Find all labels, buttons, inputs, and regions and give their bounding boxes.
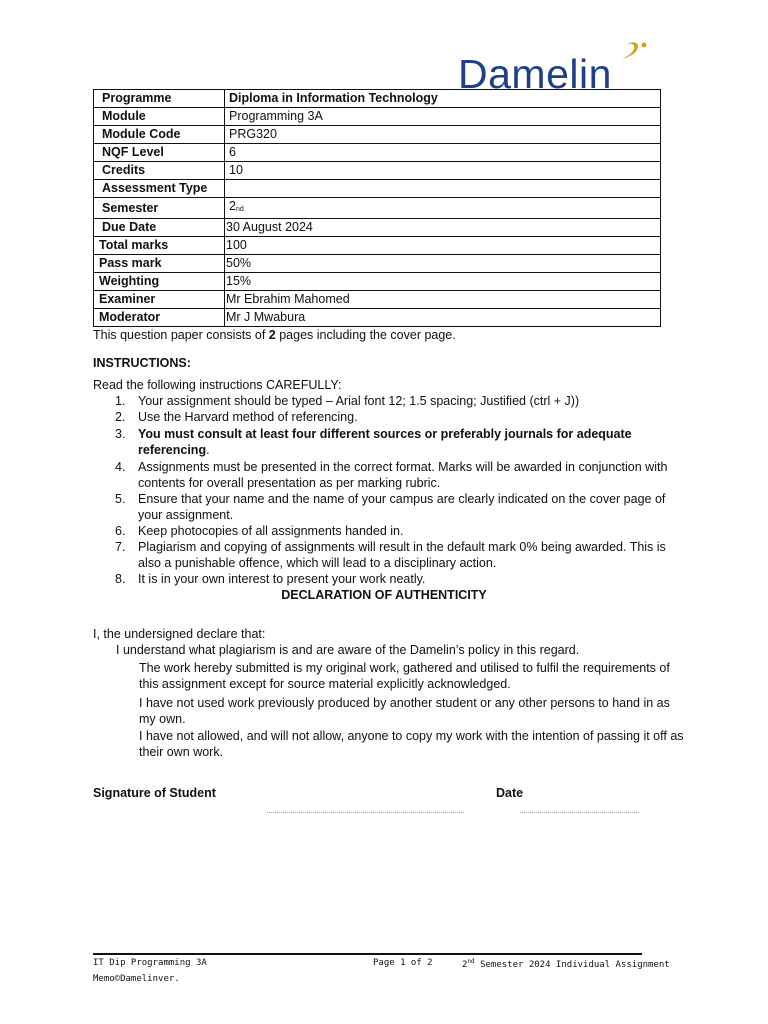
declaration-paragraph-1: The work hereby submitted is my original work, gathered and utilised to fulfil the requirements of this assignment except for source material explicitly acknowledged.	[139, 661, 670, 691]
table-row	[94, 219, 661, 237]
row-value-due-date: 30 August 2024	[225, 219, 661, 237]
signature-student-line: ………………………………………………………………………………………	[266, 808, 464, 815]
row-label-programme: Programme	[94, 90, 225, 108]
declaration-intro: I, the undersigned declare that:	[93, 627, 266, 641]
semester-number: 2	[229, 199, 236, 213]
row-label-moderator: Moderator	[94, 309, 225, 327]
row-label-semester: Semester	[94, 198, 225, 219]
row-value-moderator: Mr J Mwabura	[225, 309, 661, 327]
item-number: 3.	[115, 427, 126, 441]
row-value-programme: Diploma in Information Technology	[225, 90, 661, 108]
footer-semester-text: Semester 2024 Individual Assignment	[474, 960, 670, 970]
table-row	[94, 255, 661, 273]
list-item	[93, 539, 683, 571]
row-value-examiner: Mr Ebrahim Mahomed	[225, 291, 661, 309]
table-row	[94, 291, 661, 309]
instructions-list	[93, 393, 683, 587]
item-text: Your assignment should be typed – Arial font 12; 1.5 spacing; Justified (ctrl + J))	[138, 394, 580, 408]
item-number: 6.	[115, 524, 126, 538]
item-number: 2.	[115, 410, 126, 424]
row-value-module: Programming 3A	[225, 108, 661, 126]
table-row	[94, 126, 661, 144]
table-row	[94, 90, 661, 108]
footer-page-number: Page 1 of 2	[373, 958, 433, 968]
table-row	[94, 108, 661, 126]
item-number: 7.	[115, 540, 126, 554]
row-label-due-date: Due Date	[94, 219, 225, 237]
logo-wordmark: Damelin	[458, 51, 612, 97]
row-label-nqf-level: NQF Level	[94, 144, 225, 162]
row-value-pass-mark: 50%	[225, 255, 661, 273]
footer-semester-suffix: nd	[467, 958, 475, 965]
row-value-credits: 10	[225, 162, 661, 180]
table-row	[94, 309, 661, 327]
footer-memo: Memo©Damelinver.	[93, 974, 180, 984]
row-value-module-code: PRG320	[225, 126, 661, 144]
row-value-nqf-level: 6	[225, 144, 661, 162]
declaration-heading: DECLARATION OF AUTHENTICITY	[281, 588, 487, 602]
item-text: It is in your own interest to present your work neatly.	[138, 572, 426, 586]
table-row	[94, 237, 661, 255]
pages-note	[93, 327, 456, 343]
row-label-credits: Credits	[94, 162, 225, 180]
instructions-heading: INSTRUCTIONS:	[93, 356, 191, 370]
footer-semester-num: 2	[462, 960, 468, 970]
list-item	[93, 409, 683, 425]
signature-date-label: Date	[496, 786, 524, 800]
table-row	[94, 273, 661, 291]
item-text: Plagiarism and copying of assignments will result in the default mark 0% being awarded. This is also a punishable offence, which will lead to a disciplinary action.	[138, 540, 666, 570]
table-row	[94, 162, 661, 180]
row-label-examiner: Examiner	[94, 291, 225, 309]
row-label-total-marks: Total marks	[94, 237, 225, 255]
row-value-semester	[225, 198, 661, 219]
row-label-module: Module	[94, 108, 225, 126]
item-text: Assignments must be presented in the correct format. Marks will be awarded in conjunction with contents for overall presentation as per marking rubric.	[138, 460, 668, 490]
item-text: Keep photocopies of all assignments handed in.	[138, 524, 404, 538]
item-text: Ensure that your name and the name of your campus are clearly indicated on the cover page of your assignment.	[138, 492, 666, 522]
declaration-paragraph-2: I have not used work previously produced by another student or any other persons to hand in as my own.	[139, 696, 670, 726]
row-value-weighting: 15%	[225, 273, 661, 291]
item-number: 1.	[115, 394, 126, 408]
item-number: 8.	[115, 572, 126, 586]
list-item	[93, 571, 683, 587]
item-number: 4.	[115, 460, 126, 474]
footer-course: IT Dip Programming 3A	[93, 958, 207, 968]
list-item	[93, 491, 683, 523]
row-label-pass-mark: Pass mark	[94, 255, 225, 273]
row-label-assessment-type: Assessment Type	[94, 180, 225, 198]
swoosh-icon	[620, 40, 650, 60]
row-label-weighting: Weighting	[94, 273, 225, 291]
list-item	[93, 426, 683, 458]
pages-note-before: This question paper consists of	[93, 328, 269, 342]
item-text: Use the Harvard method of referencing.	[138, 410, 358, 424]
declaration-line-1: I understand what plagiarism is and are aware of the Damelin’s policy in this regard.	[116, 643, 580, 657]
item-suffix: .	[206, 443, 210, 457]
semester-suffix: nd	[235, 206, 244, 213]
list-item	[93, 393, 683, 409]
row-value-assessment-type	[225, 180, 661, 198]
list-item	[93, 523, 683, 539]
instructions-intro: Read the following instructions CAREFULLY:	[93, 378, 342, 392]
pages-note-count: 2	[268, 328, 276, 342]
signature-student-label: Signature of Student	[93, 786, 216, 800]
table-row	[94, 180, 661, 198]
damelin-logo	[458, 40, 680, 96]
declaration-paragraph-3: I have not allowed, and will not allow, anyone to copy my work with the intention of passing it off as their own work.	[139, 729, 684, 759]
item-text: You must consult at least four different sources or preferably journals for adequate referencing	[138, 427, 632, 457]
item-number: 5.	[115, 492, 126, 506]
footer-semester	[462, 958, 670, 970]
footer-divider	[93, 953, 642, 955]
cover-details-table	[93, 89, 661, 327]
row-label-module-code: Module Code	[94, 126, 225, 144]
list-item	[93, 459, 683, 491]
table-row	[94, 198, 661, 219]
signature-date-line: ……………………………………………………	[519, 808, 639, 815]
row-value-total-marks: 100	[225, 237, 661, 255]
table-row	[94, 144, 661, 162]
pages-note-after: pages including the cover page.	[275, 328, 456, 342]
